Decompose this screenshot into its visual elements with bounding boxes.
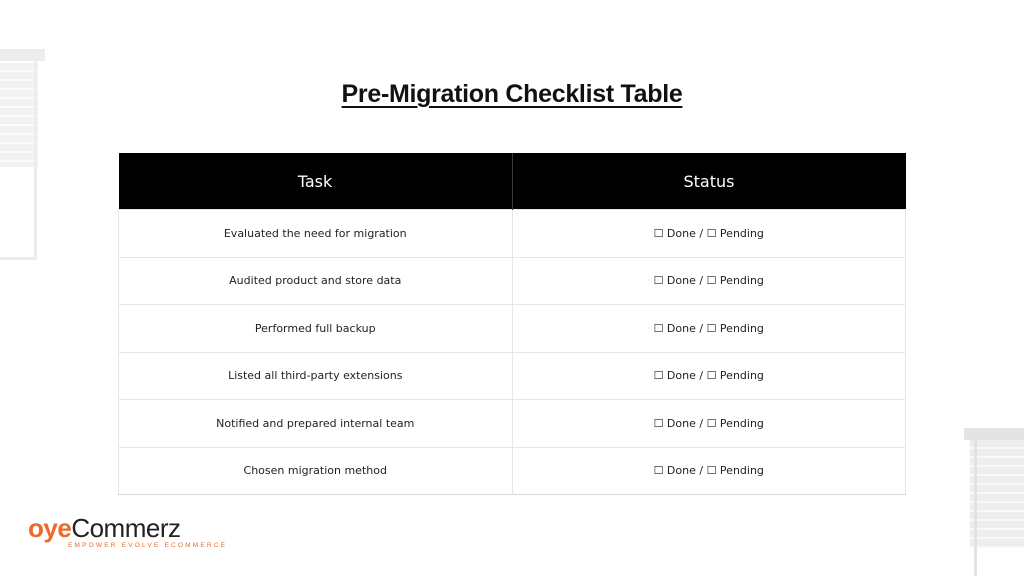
status-cell: ☐ Done / ☐ Pending (512, 257, 906, 305)
decorative-bar (964, 428, 1024, 440)
page-title (0, 80, 1024, 109)
status-cell: ☐ Done / ☐ Pending (512, 305, 906, 353)
table-row (119, 257, 906, 305)
table-header-row (119, 153, 906, 210)
task-cell: Performed full backup (119, 305, 513, 353)
task-cell: Chosen migration method (119, 447, 513, 495)
table-row (119, 400, 906, 448)
table-row (119, 352, 906, 400)
status-cell: ☐ Done / ☐ Pending (512, 352, 906, 400)
logo-wordmark (28, 515, 227, 541)
table-row (119, 305, 906, 353)
task-cell: Audited product and store data (119, 257, 513, 305)
logo-tagline: EMPOWER EVOLVE ECOMMERCE (68, 542, 228, 549)
decorative-blinds-right (964, 428, 1024, 576)
logo-commerz: Commerz (71, 513, 181, 543)
status-cell: ☐ Done / ☐ Pending (512, 447, 906, 495)
logo-oye: oye (28, 513, 72, 543)
column-header-status: Status (512, 153, 906, 210)
checklist-table (118, 153, 906, 495)
task-cell: Evaluated the need for migration (119, 210, 513, 258)
decorative-bar (0, 49, 45, 61)
task-cell: Notified and prepared internal team (119, 400, 513, 448)
page-title-text: Pre-Migration Checklist Table (341, 80, 683, 108)
task-cell: Listed all third-party extensions (119, 352, 513, 400)
column-header-task: Task (119, 153, 513, 210)
table-row (119, 210, 906, 258)
brand-logo (28, 515, 227, 549)
table-row (119, 447, 906, 495)
decorative-pole (974, 440, 977, 576)
status-cell: ☐ Done / ☐ Pending (512, 400, 906, 448)
decorative-slats (970, 440, 1024, 548)
status-cell: ☐ Done / ☐ Pending (512, 210, 906, 258)
